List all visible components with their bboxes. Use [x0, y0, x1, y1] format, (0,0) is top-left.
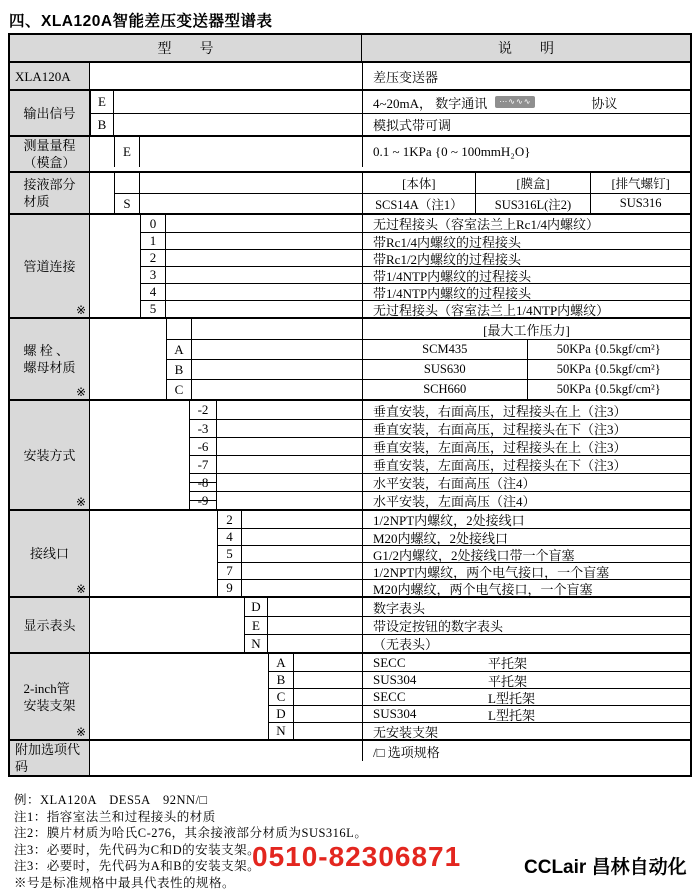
indent-spacer: [90, 634, 244, 652]
indent-spacer: [90, 379, 166, 399]
model-selection-table: [8, 33, 692, 777]
table-row: [90, 671, 690, 688]
standard-spec-mark: ※: [75, 385, 86, 399]
desc-cell: [362, 359, 690, 379]
table-header-desc: 说 明: [498, 42, 554, 57]
code-cell: [166, 319, 192, 339]
table-row: [90, 401, 690, 419]
model-table-body: [10, 61, 690, 775]
table-row: [90, 193, 690, 213]
section-rows-mounting-bracket: [90, 654, 690, 739]
code-cell: -9: [189, 491, 217, 509]
desc-cell: [362, 339, 690, 359]
label-line: 接液部分: [23, 177, 76, 192]
table-row: [90, 173, 690, 193]
filler-cell: [217, 419, 362, 437]
label-line: 附加选项代码: [15, 742, 81, 774]
desc-cell: 无过程接头（容室法兰上1/4NTP内螺纹）: [362, 300, 690, 317]
indent-spacer: [90, 300, 140, 317]
desc-subcell: SUS316L(注2): [475, 194, 591, 213]
desc-cell: 模拟式带可调: [362, 113, 690, 135]
indent-spacer: [90, 598, 244, 616]
note-line: 注2：膜片材质为哈氏C-276，其余接液部分材质为SUS316L。: [14, 826, 368, 840]
indent-spacer: [90, 339, 166, 359]
table-row: [90, 528, 690, 545]
note-line: 注3：必要时，先代码为C和D的安装支架。: [14, 842, 261, 857]
bracket-material: SECC: [373, 654, 406, 670]
filler-cell: [294, 705, 362, 722]
label-line: 安装方式: [23, 447, 76, 463]
indent-spacer: [90, 319, 166, 339]
desc-text: 4~20mA， 数字通讯: [373, 95, 488, 111]
indent-spacer: [90, 193, 114, 213]
desc-cell: M20内螺纹，2处接线口: [362, 528, 690, 545]
table-row: [90, 437, 690, 455]
filler-cell: [217, 437, 362, 455]
indent-spacer: [90, 741, 362, 761]
filler-cell: [294, 722, 362, 739]
desc-cell: 差压变送器: [362, 63, 690, 89]
protocol-logo-badge: ⋯∿∿∿: [495, 96, 535, 108]
section-conduit-connection: [10, 509, 690, 596]
label-line: 显示表头: [23, 617, 76, 633]
section-label-text: [30, 545, 69, 562]
desc-cell: /□ 选项规格: [362, 741, 690, 761]
section-pipe-connection: [10, 213, 690, 317]
indent-spacer: [90, 232, 140, 249]
code-cell: C: [268, 688, 294, 705]
section-rows-model-base: [90, 63, 690, 89]
section-label-bolt-nut-material: [10, 319, 90, 399]
section-label-mounting: [10, 401, 90, 509]
desc-cell: [最大工作压力]: [362, 319, 690, 339]
desc-cell: 带1/4NTP内螺纹的过程接头: [362, 266, 690, 283]
desc-cell: 带1/4NTP内螺纹的过程接头: [362, 283, 690, 300]
section-label-output-signal: [10, 91, 90, 135]
filler-cell: [217, 473, 362, 491]
table-row: [90, 300, 690, 317]
indent-spacer: [90, 671, 268, 688]
table-row: [90, 741, 690, 761]
section-mounting: [10, 399, 690, 509]
section-label-text: [23, 447, 75, 464]
code-cell: S: [114, 193, 140, 213]
desc-subcell: SCM435: [422, 342, 468, 356]
filler-cell: [140, 193, 362, 213]
code-cell: 5: [217, 545, 242, 562]
table-header-row: [10, 35, 690, 61]
desc-subcell: SCH660: [423, 382, 467, 396]
filler-cell: [114, 113, 362, 135]
table-row: [90, 319, 690, 339]
section-rows-measuring-range: [90, 137, 690, 171]
filler-cell: [192, 359, 362, 379]
desc-cell: 水平安装，右面高压（注4）: [362, 473, 690, 491]
desc-subcell: [本体]: [402, 177, 436, 191]
code-cell: E: [244, 616, 268, 634]
desc-cell: [362, 654, 690, 671]
indent-spacer: [90, 545, 217, 562]
filler-cell: [140, 137, 362, 167]
label-line: XLA120A: [15, 68, 71, 84]
code-cell: 1: [140, 232, 166, 249]
table-row: [90, 579, 690, 596]
table-row: [90, 283, 690, 300]
section-rows-pipe-connection: [90, 215, 690, 317]
desc-subcell: SCS14A（注1）: [375, 197, 463, 212]
label-line: 安装支架: [23, 697, 76, 713]
standard-spec-mark: ※: [75, 582, 86, 596]
indent-spacer: [90, 63, 362, 89]
code-cell: A: [166, 339, 192, 359]
code-cell: 7: [217, 562, 242, 579]
table-row: [90, 113, 690, 135]
filler-cell: [242, 511, 362, 528]
table-row: [90, 232, 690, 249]
table-row: [90, 379, 690, 399]
bracket-material: SUS304: [373, 672, 417, 687]
section-rows-optional-code: [90, 741, 690, 775]
table-row: [90, 63, 690, 89]
indent-spacer: [90, 173, 114, 193]
section-label-text: [23, 342, 75, 376]
desc-cell: 1/2NPT内螺纹，两个电气接口，一个盲塞: [362, 562, 690, 579]
page-title: 四、XLA120A智能差压变送器型谱表: [9, 13, 273, 30]
indent-spacer: [90, 249, 140, 266]
filler-cell: [268, 616, 362, 634]
section-mounting-bracket: [10, 652, 690, 739]
section-label-text: [23, 258, 75, 275]
table-row: [90, 616, 690, 634]
table-row: [90, 598, 690, 616]
section-indicator: [10, 596, 690, 652]
section-output-signal: [10, 89, 690, 135]
filler-cell: [114, 91, 362, 113]
standard-spec-mark: ※: [75, 725, 86, 739]
desc-subcell: [膜盒]: [475, 173, 591, 193]
desc-subcell: SUS316: [590, 194, 690, 213]
table-row: [90, 705, 690, 722]
filler-cell: [268, 598, 362, 616]
desc-cell: 垂直安装，左面高压，过程接头在下（注3）: [362, 455, 690, 473]
table-header-model: 型 号: [10, 35, 362, 61]
indent-spacer: [90, 283, 140, 300]
label-line: 输出信号: [23, 105, 76, 121]
indent-spacer: [90, 455, 189, 473]
filler-cell: [268, 634, 362, 652]
desc-subcell: 50KPa {0.5kgf/cm²}: [527, 360, 691, 379]
code-cell: -8: [189, 473, 217, 491]
filler-cell: [294, 688, 362, 705]
desc-subcell: SUS630: [423, 362, 466, 376]
indent-spacer: [90, 266, 140, 283]
desc-cell: [362, 173, 690, 193]
code-cell: 0: [140, 215, 166, 232]
filler-cell: [294, 654, 362, 671]
bracket-material: SECC: [373, 689, 406, 704]
indent-spacer: [90, 401, 189, 419]
filler-cell: [166, 300, 362, 317]
table-row: [90, 455, 690, 473]
table-row: [90, 215, 690, 232]
code-cell: 2: [140, 249, 166, 266]
table-row: [90, 249, 690, 266]
indent-spacer: [90, 419, 189, 437]
section-label-text: [23, 176, 75, 210]
desc-text: 协议: [591, 95, 618, 111]
filler-cell: [166, 266, 362, 283]
label-line: 螺 栓 、: [23, 343, 69, 358]
section-optional-code: [10, 739, 690, 775]
bracket-type: 平托架: [488, 656, 528, 671]
filler-cell: [242, 562, 362, 579]
filler-cell: [242, 528, 362, 545]
indent-spacer: [90, 688, 268, 705]
label-line: 螺母材质: [23, 360, 76, 375]
desc-cell: 0.1 ~ 1KPa {0 ~ 100mmH₂O}: [362, 137, 690, 167]
code-cell: [114, 173, 140, 193]
filler-cell: [242, 545, 362, 562]
code-cell: E: [114, 137, 140, 167]
section-label-text: [15, 68, 71, 85]
filler-cell: [217, 491, 362, 509]
code-cell: 9: [217, 579, 242, 596]
indent-spacer: [90, 215, 140, 232]
indent-spacer: [90, 359, 166, 379]
section-label-text: [23, 680, 75, 714]
filler-cell: [166, 249, 362, 266]
code-cell: B: [90, 113, 114, 135]
bracket-material: SUS304: [373, 706, 417, 721]
filler-cell: [192, 379, 362, 399]
indent-spacer: [90, 579, 217, 596]
table-row: [90, 722, 690, 739]
label-line: 管道连接: [23, 258, 76, 274]
bracket-type: L型托架: [488, 690, 535, 705]
code-cell: E: [90, 91, 114, 113]
label-line: 测量量程: [23, 138, 76, 153]
indent-spacer: [90, 562, 217, 579]
section-rows-bolt-nut-material: [90, 319, 690, 399]
standard-spec-mark: ※: [75, 495, 86, 509]
filler-cell: [192, 339, 362, 359]
note-line: 注1：指容室法兰和过程接头的材质: [14, 809, 216, 824]
section-label-measuring-range: [10, 137, 90, 171]
desc-cell: 无过程接头（容室法兰上Rc1/4内螺纹）: [362, 215, 690, 232]
indent-spacer: [90, 616, 244, 634]
section-label-wetted-material: [10, 173, 90, 213]
desc-cell: 垂直安装，左面高压，过程接头在上（注3）: [362, 437, 690, 455]
code-cell: -7: [189, 455, 217, 473]
code-cell: C: [166, 379, 192, 399]
code-cell: -6: [189, 437, 217, 455]
section-label-indicator: [10, 598, 90, 652]
section-rows-output-signal: [90, 91, 690, 135]
code-cell: B: [268, 671, 294, 688]
section-rows-mounting: [90, 401, 690, 509]
desc-cell: 带设定按钮的数字表头: [362, 616, 690, 634]
filler-cell: [217, 401, 362, 419]
desc-cell: 1/2NPT内螺纹，2处接线口: [362, 511, 690, 528]
label-line: 2-inch管: [23, 680, 70, 696]
table-row: [90, 634, 690, 652]
section-rows-wetted-material: [90, 173, 690, 213]
indent-spacer: [90, 137, 114, 167]
desc-cell: [362, 193, 690, 213]
table-row: [90, 511, 690, 528]
section-measuring-range: [10, 135, 690, 171]
desc-cell: [362, 688, 690, 705]
bracket-type: L型托架: [488, 707, 535, 722]
section-wetted-material: [10, 171, 690, 213]
section-model-base: [10, 61, 690, 89]
section-label-text: [23, 137, 75, 171]
indent-spacer: [90, 511, 217, 528]
table-row: [90, 491, 690, 509]
code-cell: N: [268, 722, 294, 739]
table-row: [90, 419, 690, 437]
code-cell: D: [268, 705, 294, 722]
table-row: [90, 562, 690, 579]
filler-cell: [217, 455, 362, 473]
indent-spacer: [90, 722, 268, 739]
desc-cell: 带Rc1/2内螺纹的过程接头: [362, 249, 690, 266]
code-cell: 3: [140, 266, 166, 283]
filler-cell: [166, 232, 362, 249]
section-label-mounting-bracket: [10, 654, 90, 739]
table-row: [90, 473, 690, 491]
desc-cell: [362, 671, 690, 688]
desc-cell: 垂直安装，右面高压，过程接头在下（注3）: [362, 419, 690, 437]
filler-cell: [294, 671, 362, 688]
table-row: [90, 137, 690, 167]
indent-spacer: [90, 437, 189, 455]
desc-cell: 垂直安装，右面高压，过程接头在上（注3）: [362, 401, 690, 419]
indent-spacer: [90, 705, 268, 722]
label-line: 材质: [23, 194, 50, 209]
desc-subcell: 50KPa {0.5kgf/cm²}: [527, 340, 691, 359]
bracket-type: 平托架: [488, 673, 528, 688]
brand-logo: CCLair 昌林自动化: [524, 857, 687, 878]
filler-cell: [192, 319, 362, 339]
desc-cell: 带Rc1/4内螺纹的过程接头: [362, 232, 690, 249]
label-line: （模盒）: [23, 155, 76, 170]
label-line: 接线口: [29, 546, 69, 561]
table-row: [90, 654, 690, 671]
example-line: 例：XLA120A DES5A 92NN/□: [14, 793, 208, 807]
section-label-text: [23, 105, 75, 122]
section-rows-indicator: [90, 598, 690, 652]
desc-cell: [362, 379, 690, 399]
code-cell: 2: [217, 511, 242, 528]
table-row: [90, 266, 690, 283]
desc-cell: 数字表头: [362, 598, 690, 616]
code-cell: B: [166, 359, 192, 379]
indent-spacer: [90, 654, 268, 671]
code-cell: N: [244, 634, 268, 652]
code-cell: 5: [140, 300, 166, 317]
desc-cell: （无表头）: [362, 634, 690, 652]
code-cell: -2: [189, 401, 217, 419]
note-line: ※号是标准规格中最具代表性的规格。: [14, 875, 236, 890]
phone-number: 0510-82306871: [252, 841, 462, 872]
desc-subcell: 50KPa {0.5kgf/cm²}: [527, 380, 691, 399]
code-cell: 4: [140, 283, 166, 300]
code-cell: -3: [189, 419, 217, 437]
code-cell: D: [244, 598, 268, 616]
section-label-optional-code: [10, 741, 90, 775]
table-row: [90, 91, 690, 113]
table-row: [90, 545, 690, 562]
desc-cell: M20内螺纹，两个电气接口，一个盲塞: [362, 579, 690, 596]
table-row: [90, 339, 690, 359]
desc-cell: 无安装支架: [362, 722, 690, 739]
code-cell: 4: [217, 528, 242, 545]
note-line: 注3：必要时，先代码为A和B的安装支架。: [14, 859, 261, 873]
desc-cell: 水平安装，左面高压（注4）: [362, 491, 690, 509]
standard-spec-mark: ※: [75, 303, 86, 317]
section-label-text: [15, 741, 89, 775]
filler-cell: [166, 215, 362, 232]
filler-cell: [140, 173, 362, 193]
table-row: [90, 359, 690, 379]
section-label-conduit-connection: [10, 511, 90, 596]
indent-spacer: [90, 491, 189, 509]
indent-spacer: [90, 473, 189, 491]
filler-cell: [166, 283, 362, 300]
desc-subcell: [排气螺钉]: [590, 173, 690, 193]
section-rows-conduit-connection: [90, 511, 690, 596]
desc-cell: [362, 705, 690, 722]
code-cell: A: [268, 654, 294, 671]
section-label-pipe-connection: [10, 215, 90, 317]
desc-cell: [362, 91, 690, 113]
filler-cell: [242, 579, 362, 596]
section-label-model-base: [10, 63, 90, 89]
table-row: [90, 688, 690, 705]
section-bolt-nut-material: [10, 317, 690, 399]
section-label-text: [23, 617, 75, 634]
indent-spacer: [90, 528, 217, 545]
desc-cell: G1/2内螺纹，2处接线口带一个盲塞: [362, 545, 690, 562]
